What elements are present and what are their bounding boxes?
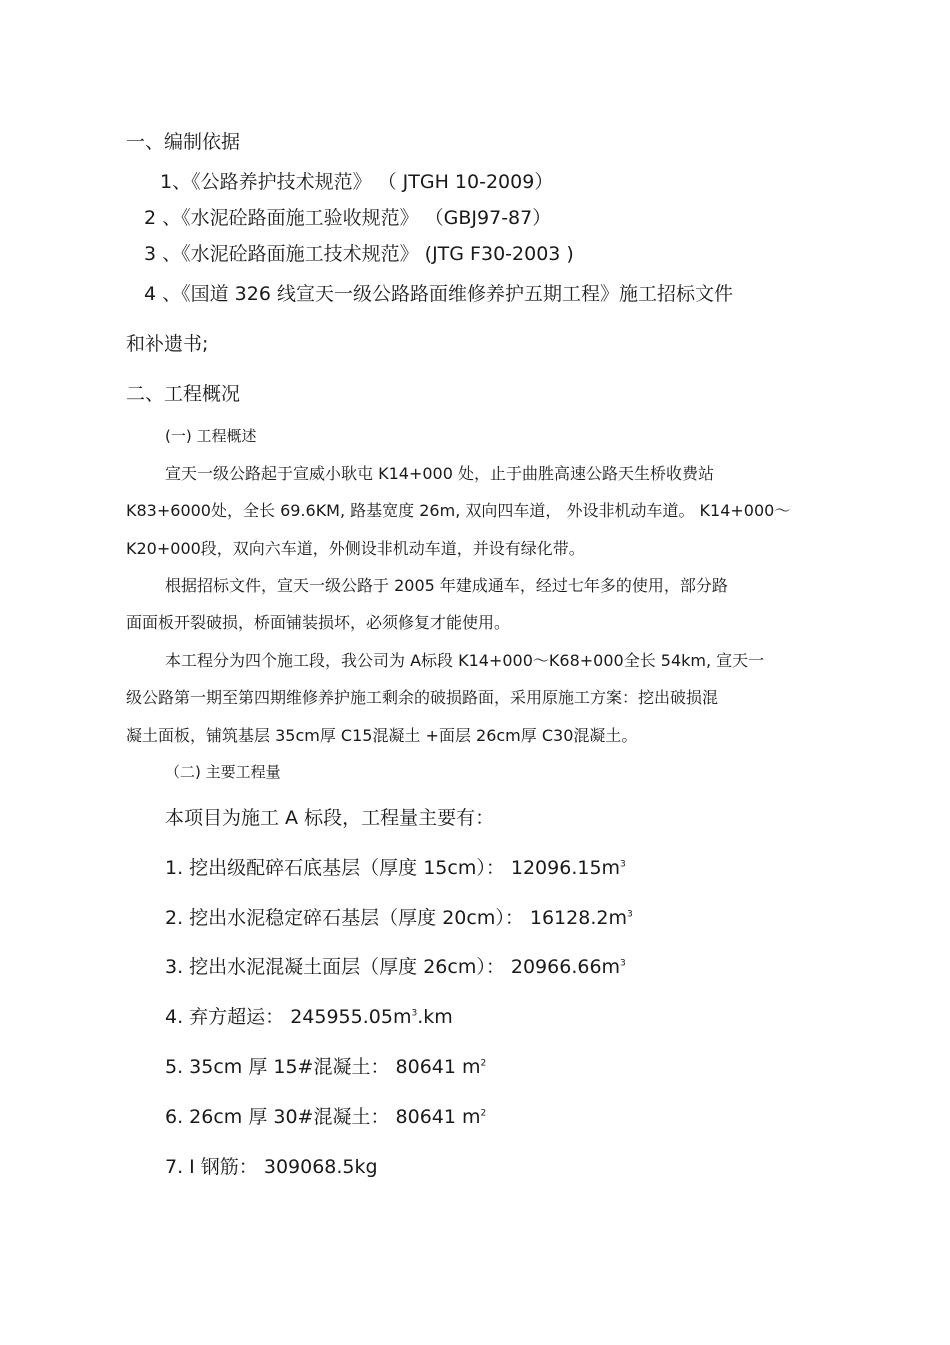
paragraph-line: 本工程分为四个施工段，我公司为 A标段 K14+000～K68+000全长 54km, 宣天一 bbox=[165, 651, 765, 670]
paragraph-line: 根据招标文件，宣天一级公路于 2005 年建成通车，经过七年多的使用，部分路 bbox=[165, 576, 728, 595]
paragraph-line: 凝土面板，铺筑基层 35cm厚 C15混凝土 +面层 26cm厚 C30混凝土。 bbox=[126, 726, 638, 745]
paragraph-line: K83+6000处，全长 69.6KM, 路基宽度 26m, 双向四车道， 外设非机动车道。 K14+000～ bbox=[126, 501, 791, 520]
quantity-item-1: 1. 挖出级配碎石底基层（厚度 15cm）： $12096.15m^3$ bbox=[165, 857, 626, 879]
reference-item-3: 3 、《水泥砼路面施工技术规范》 (JTG F30-2003 ) bbox=[144, 243, 574, 265]
reference-item-2: 2 、《水泥砼路面施工验收规范》 （GBJ97-87） bbox=[144, 207, 552, 229]
quantity-item-2: 2. 挖出水泥稳定碎石基层（厚度 20cm）： $16128.2m^3$ bbox=[165, 907, 633, 929]
reference-item-4: 4 、《国道 326 线宣天一级公路路面维修养护五期工程》施工招标文件 bbox=[144, 283, 733, 305]
quantity-item-4: 4. 弃方超运： $245955.05m^3.km$ bbox=[165, 1006, 453, 1028]
reference-item-4-continuation: 和补遗书; bbox=[126, 333, 209, 355]
paragraph-line: 宣天一级公路起于宣威小耿屯 K14+000 处，止于曲胜高速公路天生桥收费站 bbox=[165, 464, 714, 483]
quantity-item-5: 5. 35cm 厚 15#混凝土： 80641 $m^2$ bbox=[165, 1056, 487, 1078]
reference-item-1: 1、《公路养护技术规范》 （ JTGH 10-2009） bbox=[160, 171, 554, 193]
subsection-overview-title: (一) 工程概述 bbox=[165, 427, 257, 445]
section1-heading: 一、编制依据 bbox=[126, 131, 241, 153]
paragraph-line: K20+000段，双向六车道，外侧设非机动车道，并设有绿化带。 bbox=[126, 539, 585, 558]
paragraph-line: 面面板开裂破损，桥面铺装损坏，必须修复才能使用。 bbox=[126, 613, 511, 632]
quantity-item-6: 6. 26cm 厚 30#混凝土： 80641 $m^2$ bbox=[165, 1106, 487, 1128]
quantity-item-3: 3. 挖出水泥混凝土面层（厚度 26cm）： $20966.66m^3$ bbox=[165, 956, 626, 978]
quantity-item-7: 7. Ⅰ 钢筋： 309068.5kg bbox=[165, 1156, 378, 1178]
paragraph-line: 级公路第一期至第四期维修养护施工剩余的破损路面，采用原施工方案：挖出破损混 bbox=[126, 688, 719, 707]
quantities-intro: 本项目为施工 A 标段，工程量主要有： bbox=[165, 807, 495, 829]
subsection-quantities-title: （二) 主要工程量 bbox=[165, 763, 281, 781]
section2-heading: 二、工程概况 bbox=[126, 383, 241, 405]
